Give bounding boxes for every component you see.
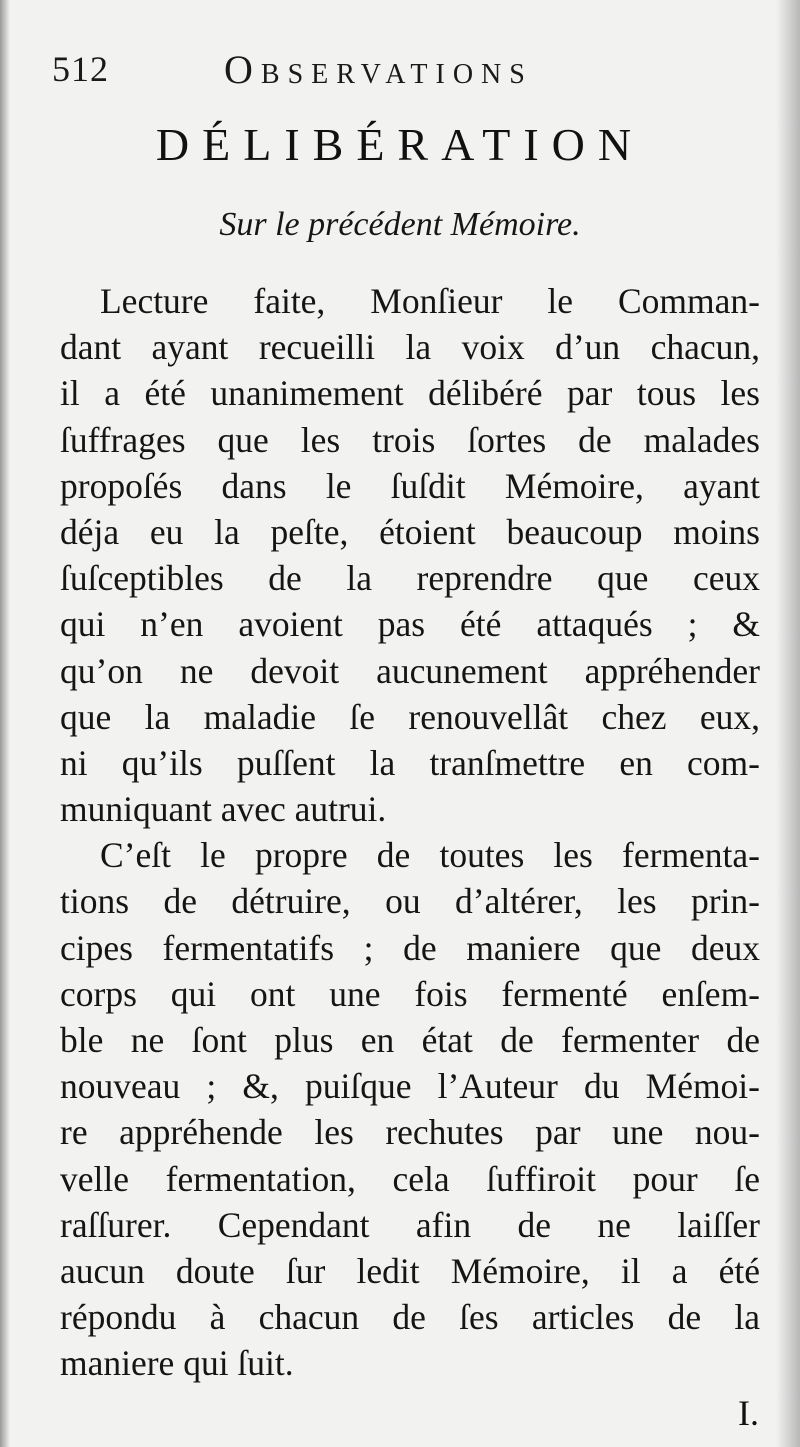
text-line: raſſurer. Cependant afin de ne laiſſer <box>60 1204 760 1245</box>
body-text <box>60 278 760 1387</box>
text-line: ni qu’ils puſſent la tranſmettre en com- <box>60 742 760 783</box>
page-number: 512 <box>52 49 109 89</box>
text-line: déja eu la peſte, étoient beaucoup moins <box>60 511 760 552</box>
running-head <box>52 46 760 96</box>
text-line: muniquant avec autrui. <box>60 789 387 830</box>
text-line: qui n’en avoient pas été attaqués ; & <box>60 604 760 645</box>
text-line: répondu à chacun de ſes articles de la <box>60 1297 760 1338</box>
text-line: ſuſceptibles de la reprendre que ceux <box>60 558 760 599</box>
text-line: il a été unanimement délibéré par tous les <box>60 373 760 414</box>
section-subheading: Sur le précédent Mémoire. <box>219 206 581 243</box>
text-line: C’eſt le propre de toutes les fermenta- <box>100 835 760 876</box>
text-line: propoſés dans le ſuſdit Mémoire, ayant <box>60 465 760 506</box>
text-line: tions de détruire, ou d’altérer, les prin- <box>60 881 760 922</box>
text-line: dant ayant recueilli la voix d’un chacun, <box>60 327 760 368</box>
catchword: I. <box>738 1393 759 1433</box>
text-line: aucun doute ſur ledit Mémoire, il a été <box>60 1250 760 1291</box>
text-line: cipes fermentatifs ; de maniere que deux <box>60 927 760 968</box>
text-line: que la maladie ſe renouvellât chez eux, <box>60 696 760 737</box>
text-line: nouveau ; &, puiſque l’Auteur du Mémoi- <box>60 1066 760 1107</box>
text-line: qu’on ne devoit aucunement appréhender <box>60 650 760 691</box>
paragraph-2 <box>60 832 760 1386</box>
text-line: Lecture faite, Monſieur le Comman- <box>100 281 760 321</box>
section-heading: DÉLIBÉRATION <box>155 119 645 170</box>
text-line: velle fermentation, cela ſuffiroit pour ſe <box>60 1158 760 1199</box>
text-line: ſuffrages que les trois ſortes de malades <box>60 419 760 460</box>
text-line: corps qui ont une fois fermenté enſem- <box>60 973 760 1014</box>
text-line: re appréhende les rechutes par une nou- <box>60 1112 760 1153</box>
running-title: Observations <box>224 47 533 92</box>
paragraph-1 <box>60 278 760 832</box>
text-line: maniere qui ſuit. <box>60 1343 294 1384</box>
text-line: ble ne ſont plus en état de fermenter de <box>60 1020 760 1060</box>
